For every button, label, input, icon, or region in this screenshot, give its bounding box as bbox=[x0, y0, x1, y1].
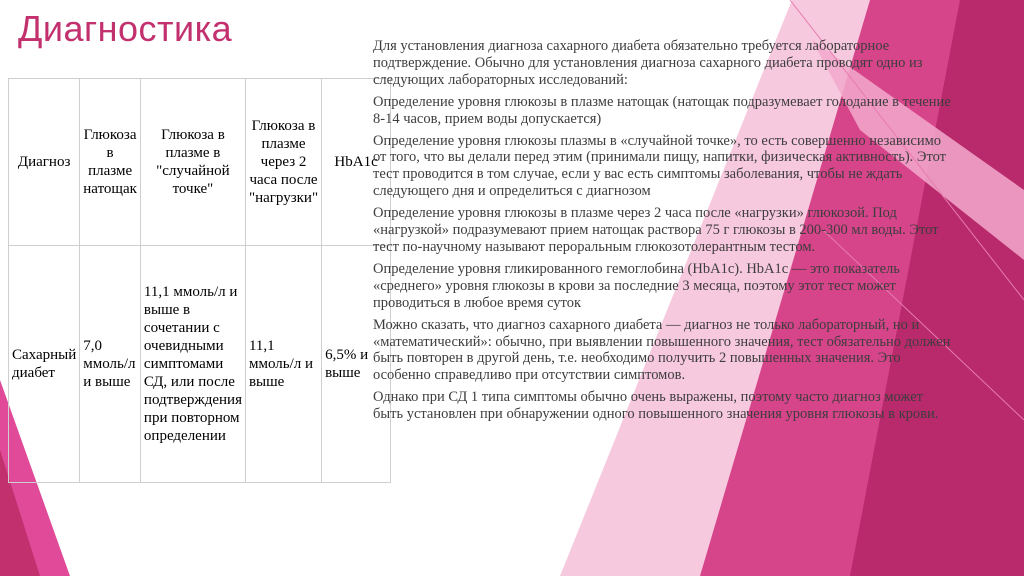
paragraph: Определение уровня глюкозы в плазме натощак (натощак подразумевает голодание в течение 8-14 часов, прием воды допускается) bbox=[373, 93, 951, 127]
diagnosis-table bbox=[8, 78, 391, 483]
table-cell: Сахарный диабет bbox=[9, 246, 80, 483]
table-header-cell: Глюкоза в плазме натощак bbox=[80, 79, 141, 246]
body-text bbox=[373, 38, 953, 428]
slide-title: Диагностика bbox=[18, 8, 233, 49]
paragraph: Можно сказать, что диагноз сахарного диабета — диагноз не только лабораторный, но и «математический»: обычно, при выявлении повышенного значения, тест обязательно должен быть повторен в другой день, т.е. необходимо получить 2 повышенных значения. Это особенно справедливо при отсутствии симптомов. bbox=[373, 316, 951, 384]
table-cell: 7,0 ммоль/л и выше bbox=[80, 246, 141, 483]
table-row bbox=[9, 246, 391, 483]
table-cell: 6,5% и выше bbox=[322, 246, 391, 483]
table-cell: 11,1 ммоль/л и выше в сочетании с очевидными симптомами СД, или после подтверждения при повторном определении bbox=[140, 246, 245, 483]
paragraph: Определение уровня глюкозы плазмы в «случайной точке», то есть совершенно независимо от того, что вы делали перед этим (принимали пищу, напитки, физическая активность). Этот тест проводится в том случае, если у вас есть симптомы заболевания, чтобы не ждать следующего дня и определиться с диагнозом bbox=[373, 132, 947, 200]
table-cell: 11,1 ммоль/л и выше bbox=[245, 246, 321, 483]
table-header-cell: Глюкоза в плазме в "случайной точке" bbox=[140, 79, 245, 246]
table-header-cell: Диагноз bbox=[9, 79, 80, 246]
table-header-cell: Глюкоза в плазме через 2 часа после "нагрузки" bbox=[245, 79, 321, 246]
paragraph: Однако при СД 1 типа симптомы обычно очень выражены, поэтому часто диагноз может быть установлен при обнаружении одного повышенного значения уровня глюкозы в крови. bbox=[373, 389, 939, 423]
paragraph: Определение уровня глюкозы в плазме через 2 часа после «нагрузки» глюкозой. Под «нагрузкой» подразумевают прием натощак раствора 75 г глюкозы в 200-300 мл воды. Этот тест по-научному называют пероральным глюкозотолерантным тестом. bbox=[373, 205, 939, 255]
paragraph: Для установления диагноза сахарного диабета обязательно требуется лабораторное подтверждение. Обычно для установления диагноза сахарного диабета проводят одно из следующих лабораторных исследований: bbox=[373, 38, 923, 88]
table-header-row bbox=[9, 79, 391, 246]
table-header-cell: HbA1c bbox=[322, 79, 391, 246]
paragraph: Определение уровня гликированного гемоглобина (HbA1c). HbA1c — это показатель «среднего» уровня глюкозы в крови за последние 3 месяца, поэтому этот тест может проводиться в любое время суток bbox=[373, 260, 900, 311]
